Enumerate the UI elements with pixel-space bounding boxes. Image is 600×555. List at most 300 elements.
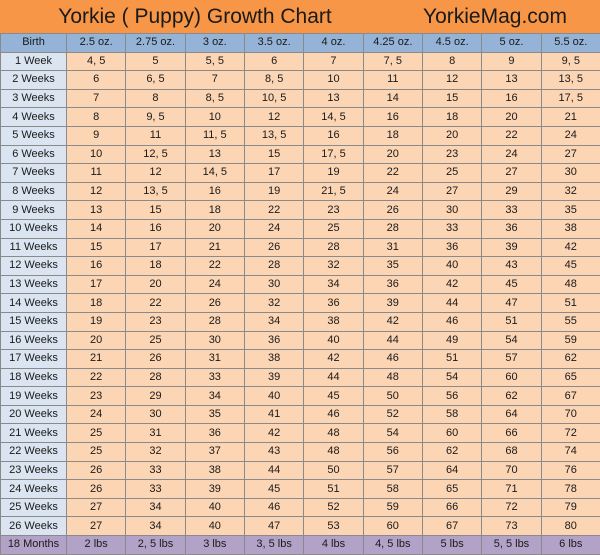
- weight-cell: 66: [482, 424, 541, 443]
- weight-cell: 2 lbs: [67, 536, 126, 555]
- weight-cell: 34: [185, 387, 244, 406]
- row-label-age: 2 Weeks: [1, 71, 67, 90]
- weight-cell: 8, 5: [244, 71, 303, 90]
- row-label-age: 15 Weeks: [1, 312, 67, 331]
- weight-cell: 40: [185, 517, 244, 536]
- table-row: [1, 201, 600, 220]
- weight-cell: 12: [244, 108, 303, 127]
- weight-cell: 72: [482, 498, 541, 517]
- weight-cell: 26: [363, 201, 422, 220]
- weight-cell: 8: [422, 52, 481, 71]
- weight-cell: 13, 5: [541, 71, 600, 90]
- weight-cell: 19: [244, 182, 303, 201]
- weight-cell: 44: [422, 294, 481, 313]
- weight-cell: 9, 5: [126, 108, 185, 127]
- weight-cell: 70: [482, 461, 541, 480]
- weight-cell: 43: [244, 443, 303, 462]
- weight-cell: 36: [422, 238, 481, 257]
- header-row: [1, 34, 600, 53]
- weight-cell: 62: [482, 387, 541, 406]
- row-label-age: 14 Weeks: [1, 294, 67, 313]
- weight-cell: 59: [541, 331, 600, 350]
- weight-cell: 42: [244, 424, 303, 443]
- weight-cell: 42: [304, 350, 363, 369]
- weight-cell: 28: [363, 219, 422, 238]
- weight-cell: 46: [244, 498, 303, 517]
- weight-cell: 26: [244, 238, 303, 257]
- weight-cell: 56: [422, 387, 481, 406]
- weight-cell: 42: [422, 275, 481, 294]
- table-row: [1, 164, 600, 183]
- row-label-age: 7 Weeks: [1, 164, 67, 183]
- column-header-birth-weight: 4.25 oz.: [363, 34, 422, 53]
- weight-cell: 22: [126, 294, 185, 313]
- weight-cell: 27: [67, 498, 126, 517]
- weight-cell: 54: [363, 424, 422, 443]
- row-label-age: 12 Weeks: [1, 257, 67, 276]
- weight-cell: 54: [482, 331, 541, 350]
- weight-cell: 24: [363, 182, 422, 201]
- table-row: [1, 89, 600, 108]
- weight-cell: 38: [304, 312, 363, 331]
- table-row: [1, 498, 600, 517]
- weight-cell: 35: [185, 405, 244, 424]
- weight-cell: 44: [304, 368, 363, 387]
- weight-cell: 22: [244, 201, 303, 220]
- row-label-age: 10 Weeks: [1, 219, 67, 238]
- table-row: [1, 443, 600, 462]
- table-row: [1, 52, 600, 71]
- weight-cell: 37: [185, 443, 244, 462]
- weight-cell: 8: [126, 89, 185, 108]
- column-header-birth-weight: 4.5 oz.: [422, 34, 481, 53]
- table-row: [1, 126, 600, 145]
- weight-cell: 6, 5: [126, 71, 185, 90]
- weight-cell: 51: [482, 312, 541, 331]
- weight-cell: 40: [304, 331, 363, 350]
- weight-cell: 9, 5: [541, 52, 600, 71]
- weight-cell: 10: [304, 71, 363, 90]
- weight-cell: 39: [363, 294, 422, 313]
- weight-cell: 54: [422, 368, 481, 387]
- column-header-birth-weight: 4 oz.: [304, 34, 363, 53]
- weight-cell: 62: [422, 443, 481, 462]
- weight-cell: 20: [422, 126, 481, 145]
- table-row: [1, 387, 600, 406]
- row-label-age: 1 Week: [1, 52, 67, 71]
- column-header-birth-weight: 3 oz.: [185, 34, 244, 53]
- weight-cell: 30: [126, 405, 185, 424]
- weight-cell: 21: [67, 350, 126, 369]
- weight-cell: 12: [67, 182, 126, 201]
- weight-cell: 17, 5: [304, 145, 363, 164]
- weight-cell: 18: [67, 294, 126, 313]
- weight-cell: 18: [185, 201, 244, 220]
- weight-cell: 7, 5: [363, 52, 422, 71]
- weight-cell: 9: [482, 52, 541, 71]
- weight-cell: 10: [185, 108, 244, 127]
- weight-cell: 48: [541, 275, 600, 294]
- table-row: [1, 145, 600, 164]
- column-header-birth: Birth: [1, 34, 67, 53]
- weight-cell: 2, 5 lbs: [126, 536, 185, 555]
- weight-cell: 28: [185, 312, 244, 331]
- row-label-age: 5 Weeks: [1, 126, 67, 145]
- weight-cell: 52: [304, 498, 363, 517]
- table-row: [1, 331, 600, 350]
- weight-cell: 30: [244, 275, 303, 294]
- column-header-birth-weight: 5 oz.: [482, 34, 541, 53]
- table-row: [1, 312, 600, 331]
- weight-cell: 14: [67, 219, 126, 238]
- table-row: [1, 517, 600, 536]
- weight-cell: 16: [126, 219, 185, 238]
- weight-cell: 7: [185, 71, 244, 90]
- row-label-age: 24 Weeks: [1, 480, 67, 499]
- weight-cell: 35: [541, 201, 600, 220]
- weight-cell: 6 lbs: [541, 536, 600, 555]
- weight-cell: 18: [422, 108, 481, 127]
- weight-cell: 23: [67, 387, 126, 406]
- weight-cell: 15: [244, 145, 303, 164]
- table-row: [1, 257, 600, 276]
- weight-cell: 51: [541, 294, 600, 313]
- weight-cell: 80: [541, 517, 600, 536]
- weight-cell: 56: [363, 443, 422, 462]
- weight-cell: 24: [482, 145, 541, 164]
- weight-cell: 17: [244, 164, 303, 183]
- weight-cell: 5 lbs: [422, 536, 481, 555]
- weight-cell: 21: [541, 108, 600, 127]
- weight-cell: 33: [126, 461, 185, 480]
- weight-cell: 46: [304, 405, 363, 424]
- weight-cell: 79: [541, 498, 600, 517]
- weight-cell: 38: [244, 350, 303, 369]
- weight-cell: 8, 5: [185, 89, 244, 108]
- weight-cell: 27: [482, 164, 541, 183]
- weight-cell: 20: [67, 331, 126, 350]
- weight-cell: 47: [482, 294, 541, 313]
- weight-cell: 51: [422, 350, 481, 369]
- weight-cell: 14, 5: [304, 108, 363, 127]
- weight-cell: 15: [126, 201, 185, 220]
- weight-cell: 67: [541, 387, 600, 406]
- weight-cell: 28: [126, 368, 185, 387]
- table-row: [1, 424, 600, 443]
- weight-cell: 40: [185, 498, 244, 517]
- weight-cell: 57: [482, 350, 541, 369]
- weight-cell: 10, 5: [244, 89, 303, 108]
- weight-cell: 34: [304, 275, 363, 294]
- weight-cell: 18: [363, 126, 422, 145]
- row-label-age: 3 Weeks: [1, 89, 67, 108]
- weight-cell: 33: [185, 368, 244, 387]
- weight-cell: 58: [422, 405, 481, 424]
- weight-cell: 33: [482, 201, 541, 220]
- weight-cell: 32: [244, 294, 303, 313]
- weight-cell: 11: [126, 126, 185, 145]
- row-label-age: 23 Weeks: [1, 461, 67, 480]
- weight-cell: 43: [482, 257, 541, 276]
- weight-cell: 67: [422, 517, 481, 536]
- weight-cell: 27: [541, 145, 600, 164]
- weight-cell: 14, 5: [185, 164, 244, 183]
- weight-cell: 60: [422, 424, 481, 443]
- weight-cell: 38: [185, 461, 244, 480]
- weight-cell: 76: [541, 461, 600, 480]
- weight-cell: 24: [244, 219, 303, 238]
- weight-cell: 18: [126, 257, 185, 276]
- weight-cell: 20: [185, 219, 244, 238]
- weight-cell: 68: [482, 443, 541, 462]
- row-label-age: 22 Weeks: [1, 443, 67, 462]
- weight-cell: 78: [541, 480, 600, 499]
- weight-cell: 11: [67, 164, 126, 183]
- weight-cell: 14: [363, 89, 422, 108]
- weight-cell: 39: [185, 480, 244, 499]
- table-row: [1, 405, 600, 424]
- weight-cell: 24: [67, 405, 126, 424]
- weight-cell: 28: [244, 257, 303, 276]
- weight-cell: 21, 5: [304, 182, 363, 201]
- weight-cell: 15: [422, 89, 481, 108]
- weight-cell: 22: [482, 126, 541, 145]
- weight-cell: 29: [126, 387, 185, 406]
- weight-cell: 24: [541, 126, 600, 145]
- weight-cell: 35: [363, 257, 422, 276]
- weight-cell: 23: [422, 145, 481, 164]
- table-row: [1, 461, 600, 480]
- weight-cell: 46: [422, 312, 481, 331]
- weight-cell: 48: [304, 424, 363, 443]
- weight-cell: 48: [363, 368, 422, 387]
- weight-cell: 5: [126, 52, 185, 71]
- weight-cell: 13: [304, 89, 363, 108]
- weight-cell: 36: [304, 294, 363, 313]
- row-label-age: 18 Months: [1, 536, 67, 555]
- weight-cell: 57: [363, 461, 422, 480]
- table-row: [1, 480, 600, 499]
- column-header-birth-weight: 3.5 oz.: [244, 34, 303, 53]
- weight-cell: 58: [363, 480, 422, 499]
- weight-cell: 49: [422, 331, 481, 350]
- weight-cell: 48: [304, 443, 363, 462]
- weight-cell: 32: [541, 182, 600, 201]
- row-label-age: 6 Weeks: [1, 145, 67, 164]
- weight-cell: 36: [244, 331, 303, 350]
- weight-cell: 12: [422, 71, 481, 90]
- weight-cell: 26: [185, 294, 244, 313]
- weight-cell: 47: [244, 517, 303, 536]
- weight-cell: 46: [363, 350, 422, 369]
- weight-cell: 13: [482, 71, 541, 90]
- weight-cell: 16: [67, 257, 126, 276]
- weight-cell: 15: [67, 238, 126, 257]
- weight-cell: 71: [482, 480, 541, 499]
- weight-cell: 25: [67, 424, 126, 443]
- weight-cell: 25: [422, 164, 481, 183]
- weight-cell: 59: [363, 498, 422, 517]
- table-row: [1, 182, 600, 201]
- weight-cell: 51: [304, 480, 363, 499]
- weight-cell: 12: [126, 164, 185, 183]
- weight-cell: 22: [363, 164, 422, 183]
- weight-cell: 17, 5: [541, 89, 600, 108]
- weight-cell: 62: [541, 350, 600, 369]
- weight-cell: 34: [126, 498, 185, 517]
- growth-table: [0, 33, 600, 555]
- weight-cell: 45: [244, 480, 303, 499]
- weight-cell: 21: [185, 238, 244, 257]
- weight-cell: 70: [541, 405, 600, 424]
- weight-cell: 32: [126, 443, 185, 462]
- weight-cell: 4, 5 lbs: [363, 536, 422, 555]
- weight-cell: 29: [482, 182, 541, 201]
- weight-cell: 34: [126, 517, 185, 536]
- weight-cell: 23: [126, 312, 185, 331]
- weight-cell: 36: [482, 219, 541, 238]
- weight-cell: 3, 5 lbs: [244, 536, 303, 555]
- site-name: YorkieMag.com: [390, 5, 600, 29]
- row-label-age: 4 Weeks: [1, 108, 67, 127]
- row-label-age: 9 Weeks: [1, 201, 67, 220]
- weight-cell: 20: [482, 108, 541, 127]
- weight-cell: 42: [541, 238, 600, 257]
- weight-cell: 45: [541, 257, 600, 276]
- weight-cell: 31: [185, 350, 244, 369]
- row-label-age: 18 Weeks: [1, 368, 67, 387]
- table-row: [1, 108, 600, 127]
- table-row: [1, 368, 600, 387]
- table-row: [1, 238, 600, 257]
- weight-cell: 45: [304, 387, 363, 406]
- weight-cell: 20: [126, 275, 185, 294]
- weight-cell: 50: [304, 461, 363, 480]
- weight-cell: 36: [185, 424, 244, 443]
- row-label-age: 19 Weeks: [1, 387, 67, 406]
- weight-cell: 4 lbs: [304, 536, 363, 555]
- column-header-birth-weight: 2.5 oz.: [67, 34, 126, 53]
- weight-cell: 42: [363, 312, 422, 331]
- column-header-birth-weight: 2.75 oz.: [126, 34, 185, 53]
- weight-cell: 16: [185, 182, 244, 201]
- weight-cell: 11, 5: [185, 126, 244, 145]
- weight-cell: 33: [422, 219, 481, 238]
- weight-cell: 39: [482, 238, 541, 257]
- weight-cell: 7: [304, 52, 363, 71]
- weight-cell: 30: [541, 164, 600, 183]
- weight-cell: 25: [304, 219, 363, 238]
- weight-cell: 7: [67, 89, 126, 108]
- weight-cell: 30: [185, 331, 244, 350]
- weight-cell: 44: [363, 331, 422, 350]
- weight-cell: 53: [304, 517, 363, 536]
- weight-cell: 10: [67, 145, 126, 164]
- weight-cell: 22: [67, 368, 126, 387]
- chart-title: Yorkie ( Puppy) Growth Chart: [0, 5, 390, 29]
- weight-cell: 5, 5 lbs: [482, 536, 541, 555]
- table-row: [1, 275, 600, 294]
- row-label-age: 25 Weeks: [1, 498, 67, 517]
- weight-cell: 32: [304, 257, 363, 276]
- weight-cell: 25: [126, 331, 185, 350]
- weight-cell: 20: [363, 145, 422, 164]
- weight-cell: 8: [67, 108, 126, 127]
- weight-cell: 19: [304, 164, 363, 183]
- weight-cell: 26: [67, 461, 126, 480]
- weight-cell: 27: [422, 182, 481, 201]
- weight-cell: 50: [363, 387, 422, 406]
- table-row: [1, 350, 600, 369]
- row-label-age: 13 Weeks: [1, 275, 67, 294]
- row-label-age: 16 Weeks: [1, 331, 67, 350]
- weight-cell: 13: [185, 145, 244, 164]
- weight-cell: 16: [363, 108, 422, 127]
- weight-cell: 28: [304, 238, 363, 257]
- table-row: [1, 71, 600, 90]
- weight-cell: 64: [422, 461, 481, 480]
- row-label-age: 8 Weeks: [1, 182, 67, 201]
- weight-cell: 6: [244, 52, 303, 71]
- table-row: [1, 294, 600, 313]
- weight-cell: 33: [126, 480, 185, 499]
- weight-cell: 4, 5: [67, 52, 126, 71]
- weight-cell: 55: [541, 312, 600, 331]
- weight-cell: 64: [482, 405, 541, 424]
- weight-cell: 16: [304, 126, 363, 145]
- weight-cell: 40: [422, 257, 481, 276]
- weight-cell: 34: [244, 312, 303, 331]
- weight-cell: 5, 5: [185, 52, 244, 71]
- row-label-age: 26 Weeks: [1, 517, 67, 536]
- weight-cell: 30: [422, 201, 481, 220]
- weight-cell: 6: [67, 71, 126, 90]
- weight-cell: 41: [244, 405, 303, 424]
- weight-cell: 13: [67, 201, 126, 220]
- weight-cell: 31: [126, 424, 185, 443]
- row-label-age: 11 Weeks: [1, 238, 67, 257]
- weight-cell: 23: [304, 201, 363, 220]
- weight-cell: 66: [422, 498, 481, 517]
- weight-cell: 73: [482, 517, 541, 536]
- weight-cell: 3 lbs: [185, 536, 244, 555]
- weight-cell: 45: [482, 275, 541, 294]
- weight-cell: 24: [185, 275, 244, 294]
- weight-cell: 26: [126, 350, 185, 369]
- weight-cell: 31: [363, 238, 422, 257]
- weight-cell: 12, 5: [126, 145, 185, 164]
- weight-cell: 13, 5: [126, 182, 185, 201]
- weight-cell: 17: [67, 275, 126, 294]
- weight-cell: 16: [482, 89, 541, 108]
- weight-cell: 72: [541, 424, 600, 443]
- weight-cell: 60: [363, 517, 422, 536]
- weight-cell: 9: [67, 126, 126, 145]
- column-header-birth-weight: 5.5 oz.: [541, 34, 600, 53]
- weight-cell: 38: [541, 219, 600, 238]
- weight-cell: 39: [244, 368, 303, 387]
- weight-cell: 65: [541, 368, 600, 387]
- weight-cell: 52: [363, 405, 422, 424]
- weight-cell: 44: [244, 461, 303, 480]
- adult-weight-row: [1, 536, 600, 555]
- title-bar: [0, 0, 600, 33]
- weight-cell: 13, 5: [244, 126, 303, 145]
- weight-cell: 11: [363, 71, 422, 90]
- weight-cell: 25: [67, 443, 126, 462]
- weight-cell: 60: [482, 368, 541, 387]
- weight-cell: 22: [185, 257, 244, 276]
